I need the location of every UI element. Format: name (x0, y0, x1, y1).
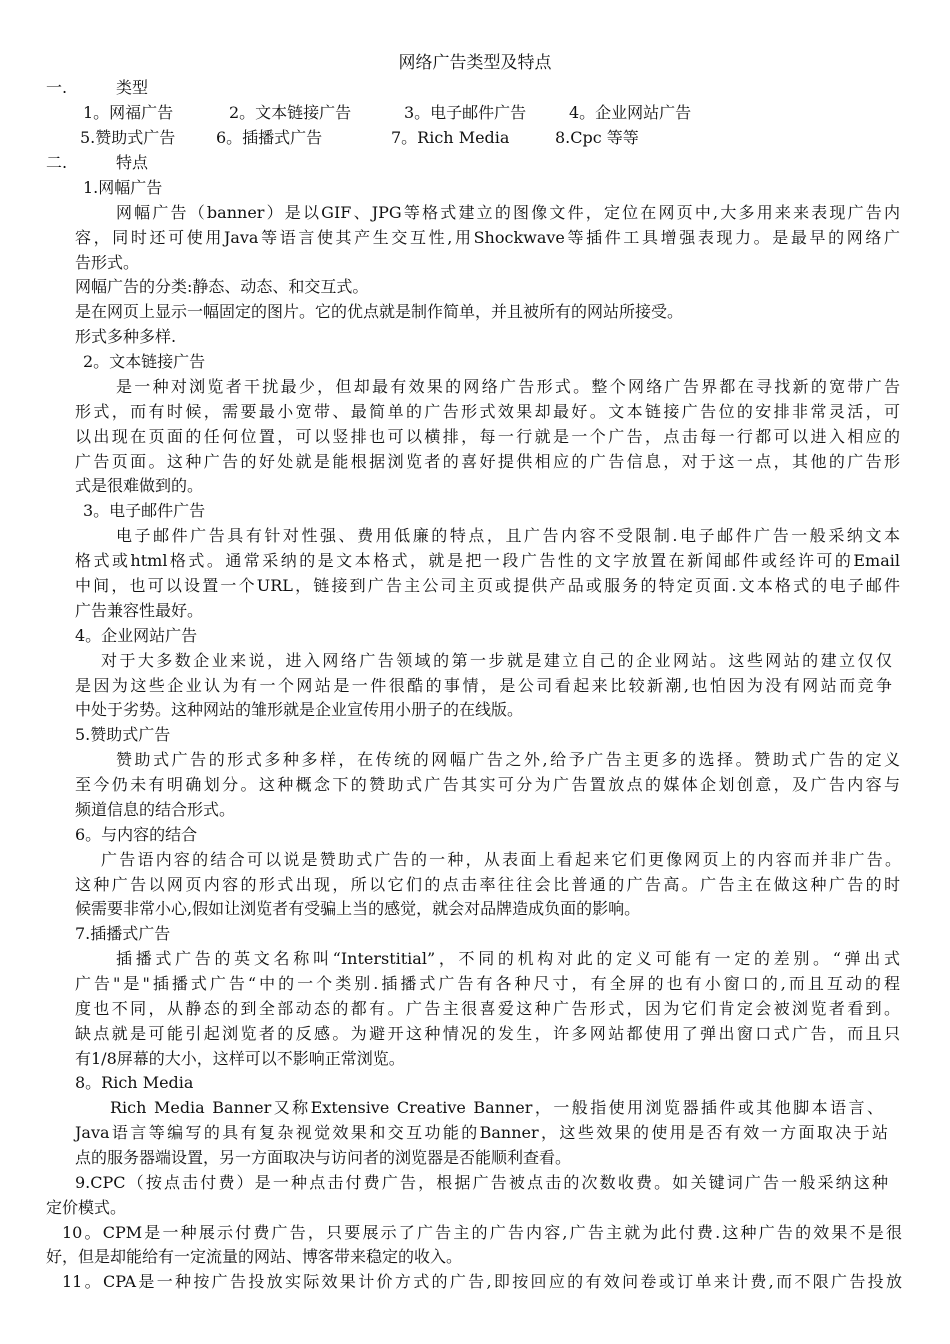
paragraph-line: 对于大多数企业来说，进入网络广告领域的第一步就是建立自己的企业网站。这些网站的建立仅仅 (101, 651, 892, 670)
paragraph-line: 广告兼容性最好。 (75, 601, 204, 620)
subsection-heading: 8。Rich Media (75, 1073, 194, 1092)
paragraph-line: 以出现在页面的任何位置，可以竖排也可以横排，每一行就是一个广告，点击每一行都可以进入相应的 (75, 427, 900, 446)
paragraph-line: 是在网页上显示一幅固定的图片。它的优点就是制作简单，并且被所有的网站所接受。 (75, 302, 684, 321)
paragraph-line: 度也不同，从静态的到全部动态的都有。广告主很喜爱这种广告形式，因为它们肯定会被浏览者看到。 (75, 999, 900, 1018)
type-item: 4。企业网站广告 (569, 103, 692, 122)
paragraph-line: 10。CPM是一种展示付费广告，只要展示了广告主的广告内容,广告主就为此付费.这种广告的效果不是很 (62, 1223, 902, 1242)
section-number: 一. (46, 78, 68, 97)
paragraph-line: 中处于劣势。这种网站的雏形就是企业宣传用小册子的在线版。 (75, 700, 524, 719)
paragraph-line: 候需要非常小心,假如让浏览者有受骗上当的感觉，就会对品牌造成负面的影响。 (75, 899, 641, 918)
paragraph-line: Rich Media Banner又称Extensive Creative Banner，一般指使用浏览器插件或其他脚本语言、 (110, 1098, 883, 1117)
paragraph-line: 广告语内容的结合可以说是赞助式广告的一种，从表面上看起来它们更像网页上的内容而并非广告。 (101, 850, 901, 869)
type-item: 8.Cpc 等等 (555, 128, 639, 147)
paragraph-line: 网幅广告（banner）是以GIF、JPG等格式建立的图像文件，定位在网页中,大多用来来表现广告内 (116, 203, 900, 222)
paragraph-line: 是一种对浏览者干扰最少，但却最有效果的网络广告形式。整个网络广告界都在寻找新的宽带广告 (116, 377, 900, 396)
paragraph-line: 缺点就是可能引起浏览者的反感。为避开这种情况的发生，许多网站都使用了弹出窗口式广告，而且只 (75, 1024, 900, 1043)
section-heading: 特点 (116, 153, 149, 172)
page-title: 网络广告类型及特点 (398, 53, 552, 73)
subsection-heading: 6。与内容的结合 (75, 825, 198, 844)
section-number: 二. (46, 153, 68, 172)
paragraph-line: 广告页面。这种广告的好处就是能根据浏览者的喜好提供相应的广告信息，对于这一点，其他的广告形 (75, 452, 900, 471)
paragraph-line: 形式，而有时候，需要最小宽带、最简单的广告形式效果却最好。文本链接广告位的安排非常灵活，可 (75, 402, 900, 421)
type-item: 1。网福广告 (83, 103, 174, 122)
paragraph-line: 9.CPC（按点击付费）是一种点击付费广告，根据广告被点击的次数收费。如关键词广告一般采纳这种 (75, 1173, 888, 1192)
type-item: 3。电子邮件广告 (404, 103, 527, 122)
subsection-heading: 1.网幅广告 (83, 178, 163, 197)
paragraph-line: 定价模式。 (46, 1198, 127, 1217)
paragraph-line: Java语言等编写的具有复杂视觉效果和交互功能的Banner，这些效果的使用是否有效一方面取决于站 (75, 1123, 888, 1142)
paragraph-line: 频道信息的结合形式。 (75, 800, 236, 819)
paragraph-line: 点的服务器端设置，另一方面取决与访问者的浏览器是否能顺利查看。 (75, 1148, 572, 1167)
paragraph-line: 有1/8屏幕的大小，这样可以不影响正常浏览。 (75, 1049, 405, 1068)
type-item: 7。Rich Media (391, 128, 510, 147)
paragraph-line: 插播式广告的英文名称叫“Interstitial”，不同的机构对此的定义可能有一定的差别。“弹出式 (116, 949, 900, 968)
paragraph-line: 形式多种多样. (75, 327, 177, 346)
paragraph-line: 这种广告以网页内容的形式出现，所以它们的点击率往往会比普通的广告高。广告主在做这种广告的时 (75, 875, 900, 894)
paragraph-line: 容，同时还可使用Java等语言使其产生交互性,用Shockwave等插件工具增强表现力。是最早的网络广 (75, 228, 900, 247)
subsection-heading: 5.赞助式广告 (75, 725, 171, 744)
paragraph-line: 至今仍未有明确划分。这种概念下的赞助式广告其实可分为广告置放点的媒体企划创意，及广告内容与 (75, 775, 900, 794)
subsection-heading: 2。文本链接广告 (83, 352, 206, 371)
section-heading: 类型 (116, 78, 149, 97)
subsection-heading: 3。电子邮件广告 (83, 501, 206, 520)
paragraph-line: 电子邮件广告具有针对性强、费用低廉的特点，且广告内容不受限制.电子邮件广告一般采纳文本 (116, 526, 900, 545)
paragraph-line: 告形式。 (75, 253, 140, 272)
paragraph-line: 中间，也可以设置一个URL，链接到广告主公司主页或提供产品或服务的特定页面.文本格式的电子邮件 (75, 576, 900, 595)
subsection-heading: 7.插播式广告 (75, 924, 171, 943)
paragraph-line: 格式或html格式。通常采纳的是文本格式，就是把一段广告性的文字放置在新闻邮件或经许可的Email (75, 551, 900, 570)
type-item: 6。插播式广告 (216, 128, 323, 147)
paragraph-line: 广告"是"插播式广告“中的一个类别.插播式广告有各种尺寸，有全屏的也有小窗口的,而且互动的程 (75, 974, 900, 993)
type-item: 5.赞助式广告 (80, 128, 176, 147)
paragraph-line: 是因为这些企业认为有一个网站是一件很酷的事情，是公司看起来比较新潮,也怕因为没有网站而竞争 (75, 676, 892, 695)
subsection-heading: 4。企业网站广告 (75, 626, 198, 645)
type-item: 2。文本链接广告 (229, 103, 352, 122)
paragraph-line: 式是很难做到的。 (75, 476, 204, 495)
paragraph-line: 11。CPA是一种按广告投放实际效果计价方式的广告,即按回应的有效问卷或订单来计费,而不限广告投放 (62, 1272, 902, 1291)
paragraph-line: 好，但是却能给有一定流量的网站、博客带来稳定的收入。 (46, 1247, 463, 1266)
paragraph-line: 网幅广告的分类:静态、动态、和交互式。 (75, 277, 369, 296)
paragraph-line: 赞助式广告的形式多种多样，在传统的网幅广告之外,给予广告主更多的选择。赞助式广告的定义 (116, 750, 900, 769)
